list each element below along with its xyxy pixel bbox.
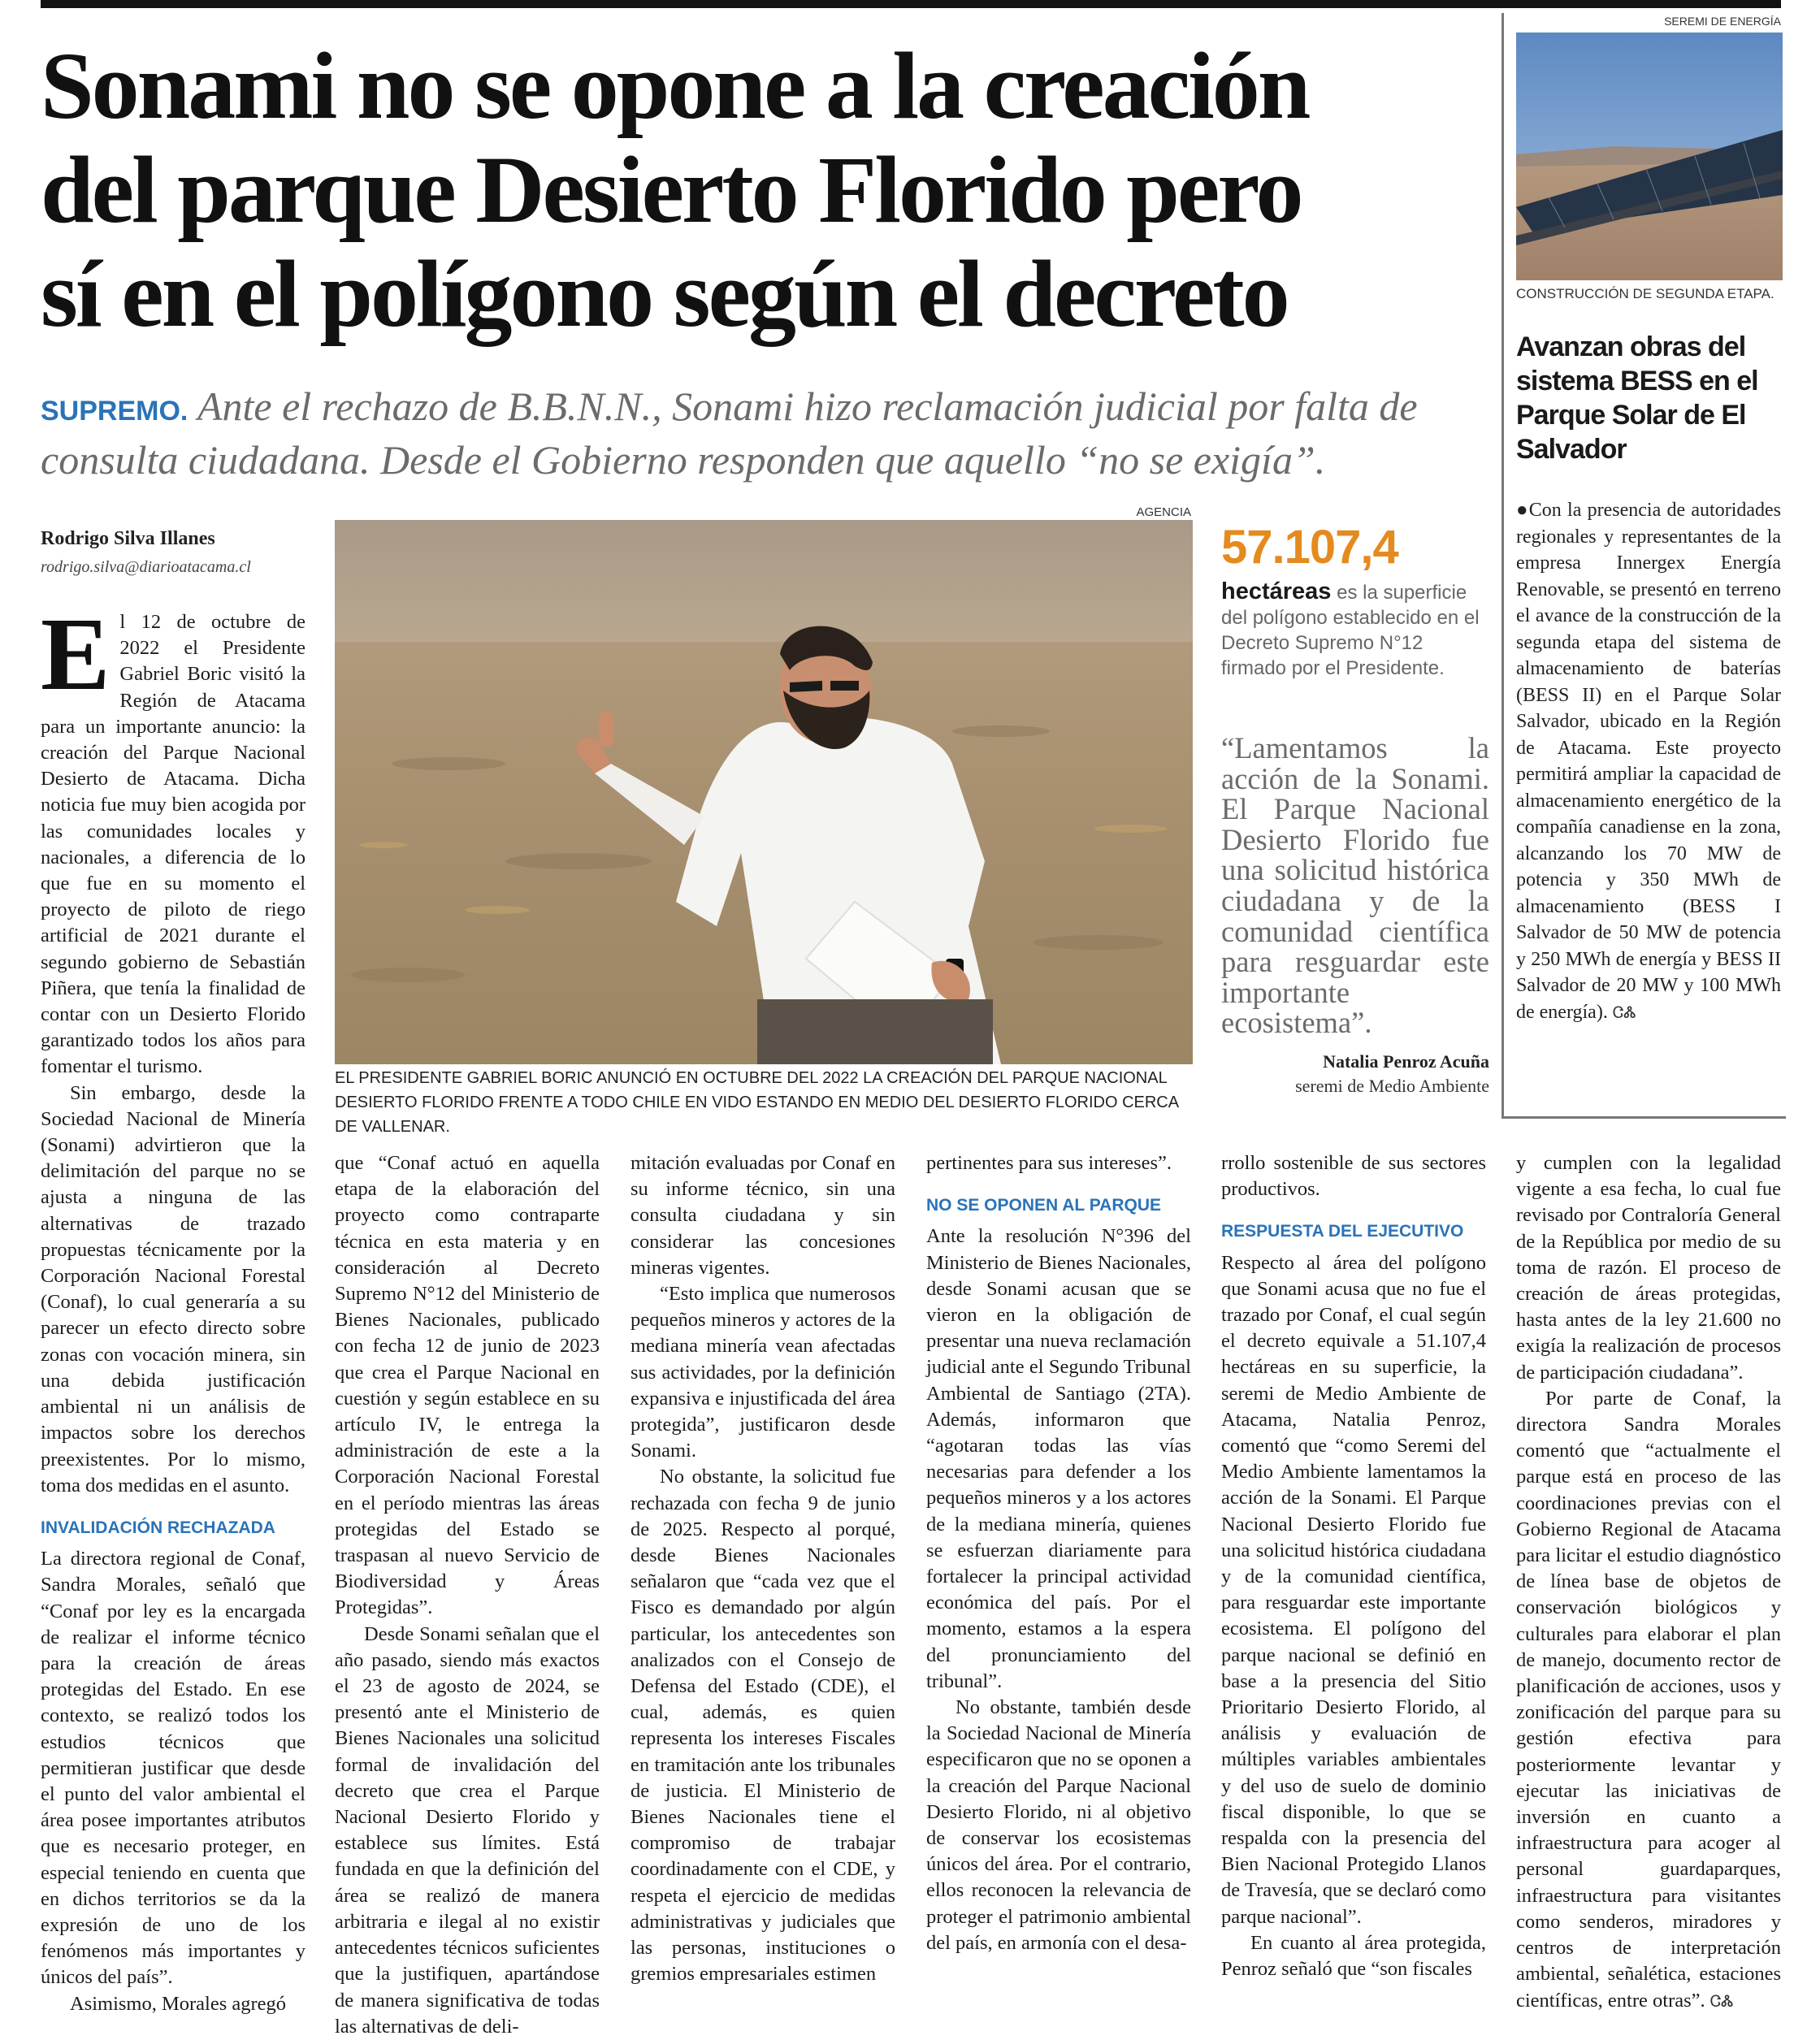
deck-kicker: SUPREMO. — [41, 396, 188, 427]
sidebar-photo-credit: SEREMI DE ENERGÍA — [1664, 15, 1781, 28]
paragraph-2: Sin embargo, desde la Sociedad Nacional de Minería (Sonami) advirtieron que la delimitación del parque no se ajusta a ninguna de las alternativas de trazado propuestas técnicamente por la Corporación Nacional Forestal (Conaf), lo cual generaría a su parecer un efecto directo sobre zonas con vocación minera, sin una debida justificación ambiental ni un análisis de impactos sobre los derechos preexistentes. Por lo mismo, toma dos medidas en el asunto. — [41, 1081, 306, 1496]
paragraph-9: No obstante, la solicitud fue rechazada con fecha 9 de junio de 2025. Respecto al porqué, desde Bienes Nacionales señalaron que “cada vez que el Fisco es demandado por algún particular, los antecedentes son analizados con el Consejo de Defensa del Estado (CDE), el cual, además, es quien representa los intereses Fiscales en tramitación ante los tribunales de justicia. El Ministerio de Bienes Nacionales tiene el compromiso de trabajar coordinadamente con el CDE, y respeta el ejercicio de medidas administrativas y judiciales que las personas, instituciones o gremios empresariales estimen — [630, 1466, 895, 1986]
paragraph-13: rrollo sostenible de sus sectores productivos. — [1221, 1152, 1486, 1201]
paragraph-15: En cuanto al área protegida, Penroz señaló que “son fiscales — [1221, 1931, 1486, 1981]
stat-text: es la superficie del polígono establecido en el Decreto Supremo N°12 firmado por el Presidente. — [1221, 582, 1480, 679]
sidebar-photo-image — [1516, 32, 1783, 280]
paragraph-17 — [1516, 1386, 1781, 2015]
paragraph-12: No obstante, también desde la Sociedad Nacional de Minería especificaron que no se oponen a la creación del Parque Nacional Desierto Florido, ni al objetivo de conservar los ecosistemas únicos del área. Por el contrario, ellos reconocen la relevancia de proteger el patrimonio ambiental del país, en armonía con el desa- — [926, 1696, 1191, 1954]
sidebar-end-mark-icon: ᏣᏜ — [1612, 1003, 1636, 1022]
paragraph-11: Ante la resolución N°396 del Ministerio de Bienes Nacionales, desde Sonami acusan que se vieron en la obligación de presentar una nueva reclamación judicial ante el Segundo Tribunal Ambiental de Santiago (2TA). Además, informaron que “agotaran todas las vías necesarias para defender a los pequeños mineros y a los actores de la mediana minería, quienes se esfuerzan diariamente para fortalecer la principal actividad económica del país. Por el momento, estamos a la espera del pronunciamiento del tribunal”. — [926, 1225, 1191, 1692]
article-column-5 — [1221, 1150, 1486, 1982]
paragraph-17-text: Por parte de Conaf, la directora Sandra Morales comentó que “actualmente el parque está en proceso de las coordinaciones previas con el Gobierno Regional de Atacama para licitar el estudio diagnóstico de línea base de objetos de conservación biológicos y culturales para elaborar el plan de manejo, documento rector de planificación de acciones, usos y zonificación del parque para su gestión efectiva para posteriormente levantar y ejecutar las iniciativas de inversión en cuanto a infraestructura para acoger al personal guardaparques, infraestructura para visitantes como senderos, miradores y centros de interpretación ambiental, señalética, estaciones científicas, entre otras”. — [1516, 1387, 1781, 2012]
paragraph-1 — [41, 596, 306, 1081]
quote-role: seremi de Medio Ambiente — [1295, 1075, 1489, 1096]
article-column-2 — [335, 1150, 600, 2040]
sidebar-body-text: Con la presencia de autoridades regionales y representantes de la empresa Innergex Energía Renovable, se presentó en terreno el avance de la construcción de la segunda etapa del sistema de almacenamiento de baterías (BESS II) en el Parque Solar Salvador, ubicado en la Región de Atacama. Este proyecto permitirá ampliar la capacidad de almacenamiento energético de la compañía canadiense en la zona, alcanzando los 70 MW de potencia y 350 MWh de almacenamiento (BESS I Salvador de 50 MW de potencia y 250 MWh de energía y BESS II Salvador de 20 MW y 100 MWh de energía). — [1516, 500, 1782, 1023]
sidebar-photo-caption: CONSTRUCCIÓN DE SEGUNDA ETAPA. — [1516, 286, 1774, 301]
article-column-6 — [1516, 1150, 1781, 2015]
article-column-4 — [926, 1150, 1191, 1956]
paragraph-10: pertinentes para sus intereses”. — [926, 1152, 1172, 1174]
paragraph-8: “Esto implica que numerosos pequeños mineros y actores de la mediana minería vean afectadas sus actividades, por la definición expansiva e injustificada del área protegida”, justificaron desde Sonami. — [630, 1283, 895, 1462]
paragraph-6: Desde Sonami señalan que el año pasado, siendo más exactos el 23 de agosto de 2024, se presentó ante el Ministerio de Bienes Nacionales una solicitud formal de invalidación del decreto que crea el Parque Nacional Desierto Florido y establece sus límites. Está fundada en que la definición del área se realizó de manera arbitraria e ilegal al no existir antecedentes técnicos suficientes que la justifiquen, apartándose de manera significativa de todas las alternativas de deli- — [335, 1622, 600, 2038]
paragraph-1-text: l 12 de octubre de 2022 el Presidente Gabriel Boric visitó la Región de Atacama para un importante anuncio: la creación del Parque Nacional Desierto de Atacama. Dicha noticia fue muy bien acogida por las comunidades locales y nacionales, a diferencia de lo que fue en su momento el proyecto de piloto de riego artificial de 2021 durante el segundo gobierno de Sebastián Piñera, que tenía la finalidad de contar con un Desierto Florido garantizado todos los años para fomentar el turismo. — [41, 611, 306, 1078]
top-rule — [41, 0, 1781, 8]
paragraph-4: Asimismo, Morales agregó — [70, 1992, 287, 2015]
headline-line-3: sí en el polígono según el decreto — [41, 240, 1288, 347]
headline — [41, 34, 1503, 346]
main-photo-image — [335, 520, 1193, 1064]
article-column-3 — [630, 1150, 895, 1988]
stat-number: 57.107,4 — [1221, 521, 1398, 574]
subhead-invalidacion: INVALIDACIÓN RECHAZADA — [41, 1518, 275, 1537]
photo-credit: AGENCIA — [1136, 505, 1191, 519]
paragraph-3: La directora regional de Conaf, Sandra Morales, señaló que “Conaf por ley es la encargada de realizar el informe técnico para la creación de áreas protegidas del Estado. En ese contexto, se realizó todos los estudios técnicos que permitieran justificar que desde el punto del valor ambiental el área posee importantes atributos que es necesario proteger, en especial teniendo en cuenta que en dichos territorios se da la expresión de uno de los fenómenos más importantes y únicos del país”. — [41, 1548, 306, 1989]
bullet-icon: ● — [1516, 500, 1529, 521]
headline-line-2: del parque Desierto Florido pero — [41, 136, 1302, 243]
subhead-no-se-oponen: NO SE OPONEN AL PARQUE — [926, 1196, 1161, 1215]
byline-email: rodrigo.silva@diarioatacama.cl — [41, 558, 251, 576]
quote-text: “Lamentamos la acción de la Sonami. El Parque Nacional Desierto Florido fue una solicitud histórica ciudadana y de la comunidad científica para resguardar este importante ecosistema”. — [1221, 731, 1489, 1040]
paragraph-16: y cumplen con la legalidad vigente a esa fecha, lo cual fue revisado por Contraloría General de la República por medio de su toma de razón. El proceso de creación de áreas protegidas, hasta antes de la ley 21.600 no exigía la realización de procesos de participación ciudadana”. — [1516, 1152, 1781, 1384]
pull-quote — [1221, 733, 1489, 1097]
paragraph-7: mitación evaluadas por Conaf en su informe técnico, sin una consulta ciudadana y sin considerar las concesiones mineras vigentes. — [630, 1152, 895, 1279]
stat-unit: hectáreas — [1221, 578, 1332, 604]
sidebar-body — [1516, 497, 1781, 1026]
sidebar-title: Avanzan obras del sistema BESS en el Parque Solar de El Salvador — [1516, 331, 1758, 465]
article-column-1 — [41, 596, 306, 2017]
stat-box — [1221, 520, 1489, 681]
byline-author: Rodrigo Silva Illanes — [41, 528, 215, 549]
deck — [41, 382, 1503, 484]
subhead-respuesta: RESPUESTA DEL EJECUTIVO — [1221, 1222, 1464, 1241]
dropcap: E — [41, 596, 110, 712]
paragraph-5: que “Conaf actuó en aquella etapa de la elaboración del proyecto como contraparte técnica en esta materia y en consideración al Decreto Supremo N°12 del Ministerio de Bienes Nacionales, publicado con fecha 12 de junio de 2023 que crea el Parque Nacional en cuestión y según establece en su artículo IV, le entrega la administración de este a la Corporación Nacional Forestal en el período mientras las áreas protegidas del Estado se traspasan al nuevo Servicio de Biodiversidad y Áreas Protegidas”. — [335, 1152, 600, 1619]
stat-description — [1221, 579, 1489, 681]
photo-caption: EL PRESIDENTE GABRIEL BORIC ANUNCIÓ EN OCTUBRE DEL 2022 LA CREACIÓN DEL PARQUE NACIONAL DESIERTO FLORIDO FRENTE A TODO CHILE EN VIDO ESTANDO EN MEDIO DEL DESIERTO FLORIDO CERCA DE VALLENAR. — [335, 1069, 1178, 1136]
sidebar-photo — [1516, 32, 1783, 280]
quote-name: Natalia Penroz Acuña — [1323, 1050, 1489, 1072]
main-photo — [335, 520, 1193, 1064]
headline-line-1: Sonami no se opone a la creación — [41, 32, 1309, 139]
end-mark-icon: ᏣᏜ — [1710, 1992, 1734, 2011]
deck-text: Ante el rechazo de B.B.N.N., Sonami hizo reclamación judicial por falta de consulta ciudadana. Desde el Gobierno responden que aquello “no se exigía”. — [41, 383, 1418, 483]
byline — [41, 528, 309, 577]
paragraph-14: Respecto al área del polígono que Sonami acusa que no fue el trazado por Conaf, el cual según el decreto equivale a 51.107,4 hectáreas en su superficie, la seremi de Medio Ambiente de Atacama, Natalia Penroz, comentó que “como Seremi del Medio Ambiente lamentamos la acción de la Sonami. El Parque Nacional Desierto Florido fue una solicitud histórica ciudadana y de la comunidad científica, para resguardar este importante ecosistema. El polígono del parque nacional se definió en base a la presencia del Sitio Prioritario Desierto Florido, al análisis y evaluación de múltiples variables ambientales y del uso de suelo de dominio fiscal disponible, lo que se respalda con la presencia del Bien Nacional Protegido Llanos de Travesía, que se declaró como parque nacional”. — [1221, 1251, 1486, 1928]
